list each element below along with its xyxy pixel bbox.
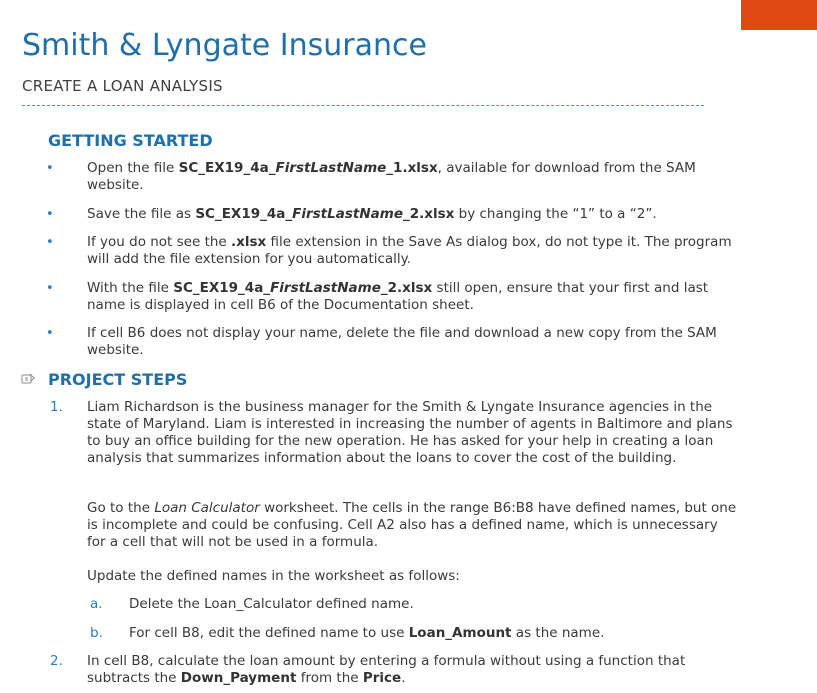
file-name: SC_EX19_4a_FirstLastName_2.xlsx bbox=[173, 280, 433, 296]
page-subtitle: CREATE A LOAN ANALYSIS bbox=[22, 77, 223, 95]
step-1-paragraph-1: Liam Richardson is the business manager for the Smith & Lyngate Insurance agencies in the state of Maryland. Liam is interested in increasing the number of agents in Baltimore and plans to buy an office building for the new operation. He has asked for your help in creating a loan analysis that summarizes information about the loans to cover the cost of the building. bbox=[87, 399, 733, 466]
bullet-icon: • bbox=[46, 281, 54, 296]
bullet-icon: • bbox=[46, 161, 54, 176]
defined-name: Loan_Amount bbox=[408, 625, 512, 641]
substep-letter: b. bbox=[90, 625, 103, 641]
bullet-icon: • bbox=[46, 326, 54, 341]
substep-a: Delete the Loan_Calculator defined name. bbox=[129, 596, 414, 612]
term-down-payment: Down_Payment bbox=[180, 670, 297, 686]
bullet-icon: • bbox=[46, 207, 54, 222]
step-number: 2. bbox=[50, 653, 63, 669]
file-name: SC_EX19_4a_FirstLastName_2.xlsx bbox=[195, 206, 455, 222]
substep-letter: a. bbox=[90, 596, 103, 612]
steps-icon bbox=[20, 372, 36, 386]
step-number: 1. bbox=[50, 399, 63, 415]
getting-started-item-3: If you do not see the .xlsx file extension in the Save As dialog box, do not type it. The program will add the file extension for you automatically. bbox=[87, 234, 732, 267]
getting-started-item-2: Save the file as SC_EX19_4a_FirstLastName_2.xlsx by changing the “1” to a “2”. bbox=[87, 206, 657, 222]
file-extension: .xlsx bbox=[231, 234, 267, 250]
step-1-paragraph-3: Update the defined names in the worksheet as follows: bbox=[87, 568, 460, 584]
substep-b: For cell B8, edit the defined name to use Loan_Amount as the name. bbox=[129, 625, 605, 641]
getting-started-item-5: If cell B6 does not display your name, delete the file and download a new copy from the SAM website. bbox=[87, 325, 717, 358]
file-name: SC_EX19_4a_FirstLastName_1.xlsx bbox=[178, 160, 438, 176]
bullet-icon: • bbox=[46, 235, 54, 250]
step-1-paragraph-2: Go to the Loan Calculator worksheet. The cells in the range B6:B8 have defined names, but one is incomplete and could be confusing. Cell A2 also has a defined name, which is unnecessary for a cell that will not be used in a formula. bbox=[87, 500, 737, 550]
getting-started-item-1: Open the file SC_EX19_4a_FirstLastName_1.xlsx, available for download from the SAM website. bbox=[87, 160, 696, 193]
getting-started-heading: GETTING STARTED bbox=[48, 131, 213, 150]
step-2-paragraph: In cell B8, calculate the loan amount by entering a formula without using a function that subtracts the Down_Payment from the Price. bbox=[87, 653, 686, 686]
worksheet-name: Loan Calculator bbox=[154, 500, 260, 516]
project-steps-heading: PROJECT STEPS bbox=[48, 370, 188, 389]
header-divider bbox=[22, 105, 704, 106]
getting-started-item-4: With the file SC_EX19_4a_FirstLastName_2.xlsx still open, ensure that your first and last name is displayed in cell B6 of the Documentation sheet. bbox=[87, 280, 709, 313]
corner-badge bbox=[741, 0, 817, 30]
term-price: Price bbox=[362, 670, 402, 686]
page-title: Smith & Lyngate Insurance bbox=[22, 28, 427, 63]
